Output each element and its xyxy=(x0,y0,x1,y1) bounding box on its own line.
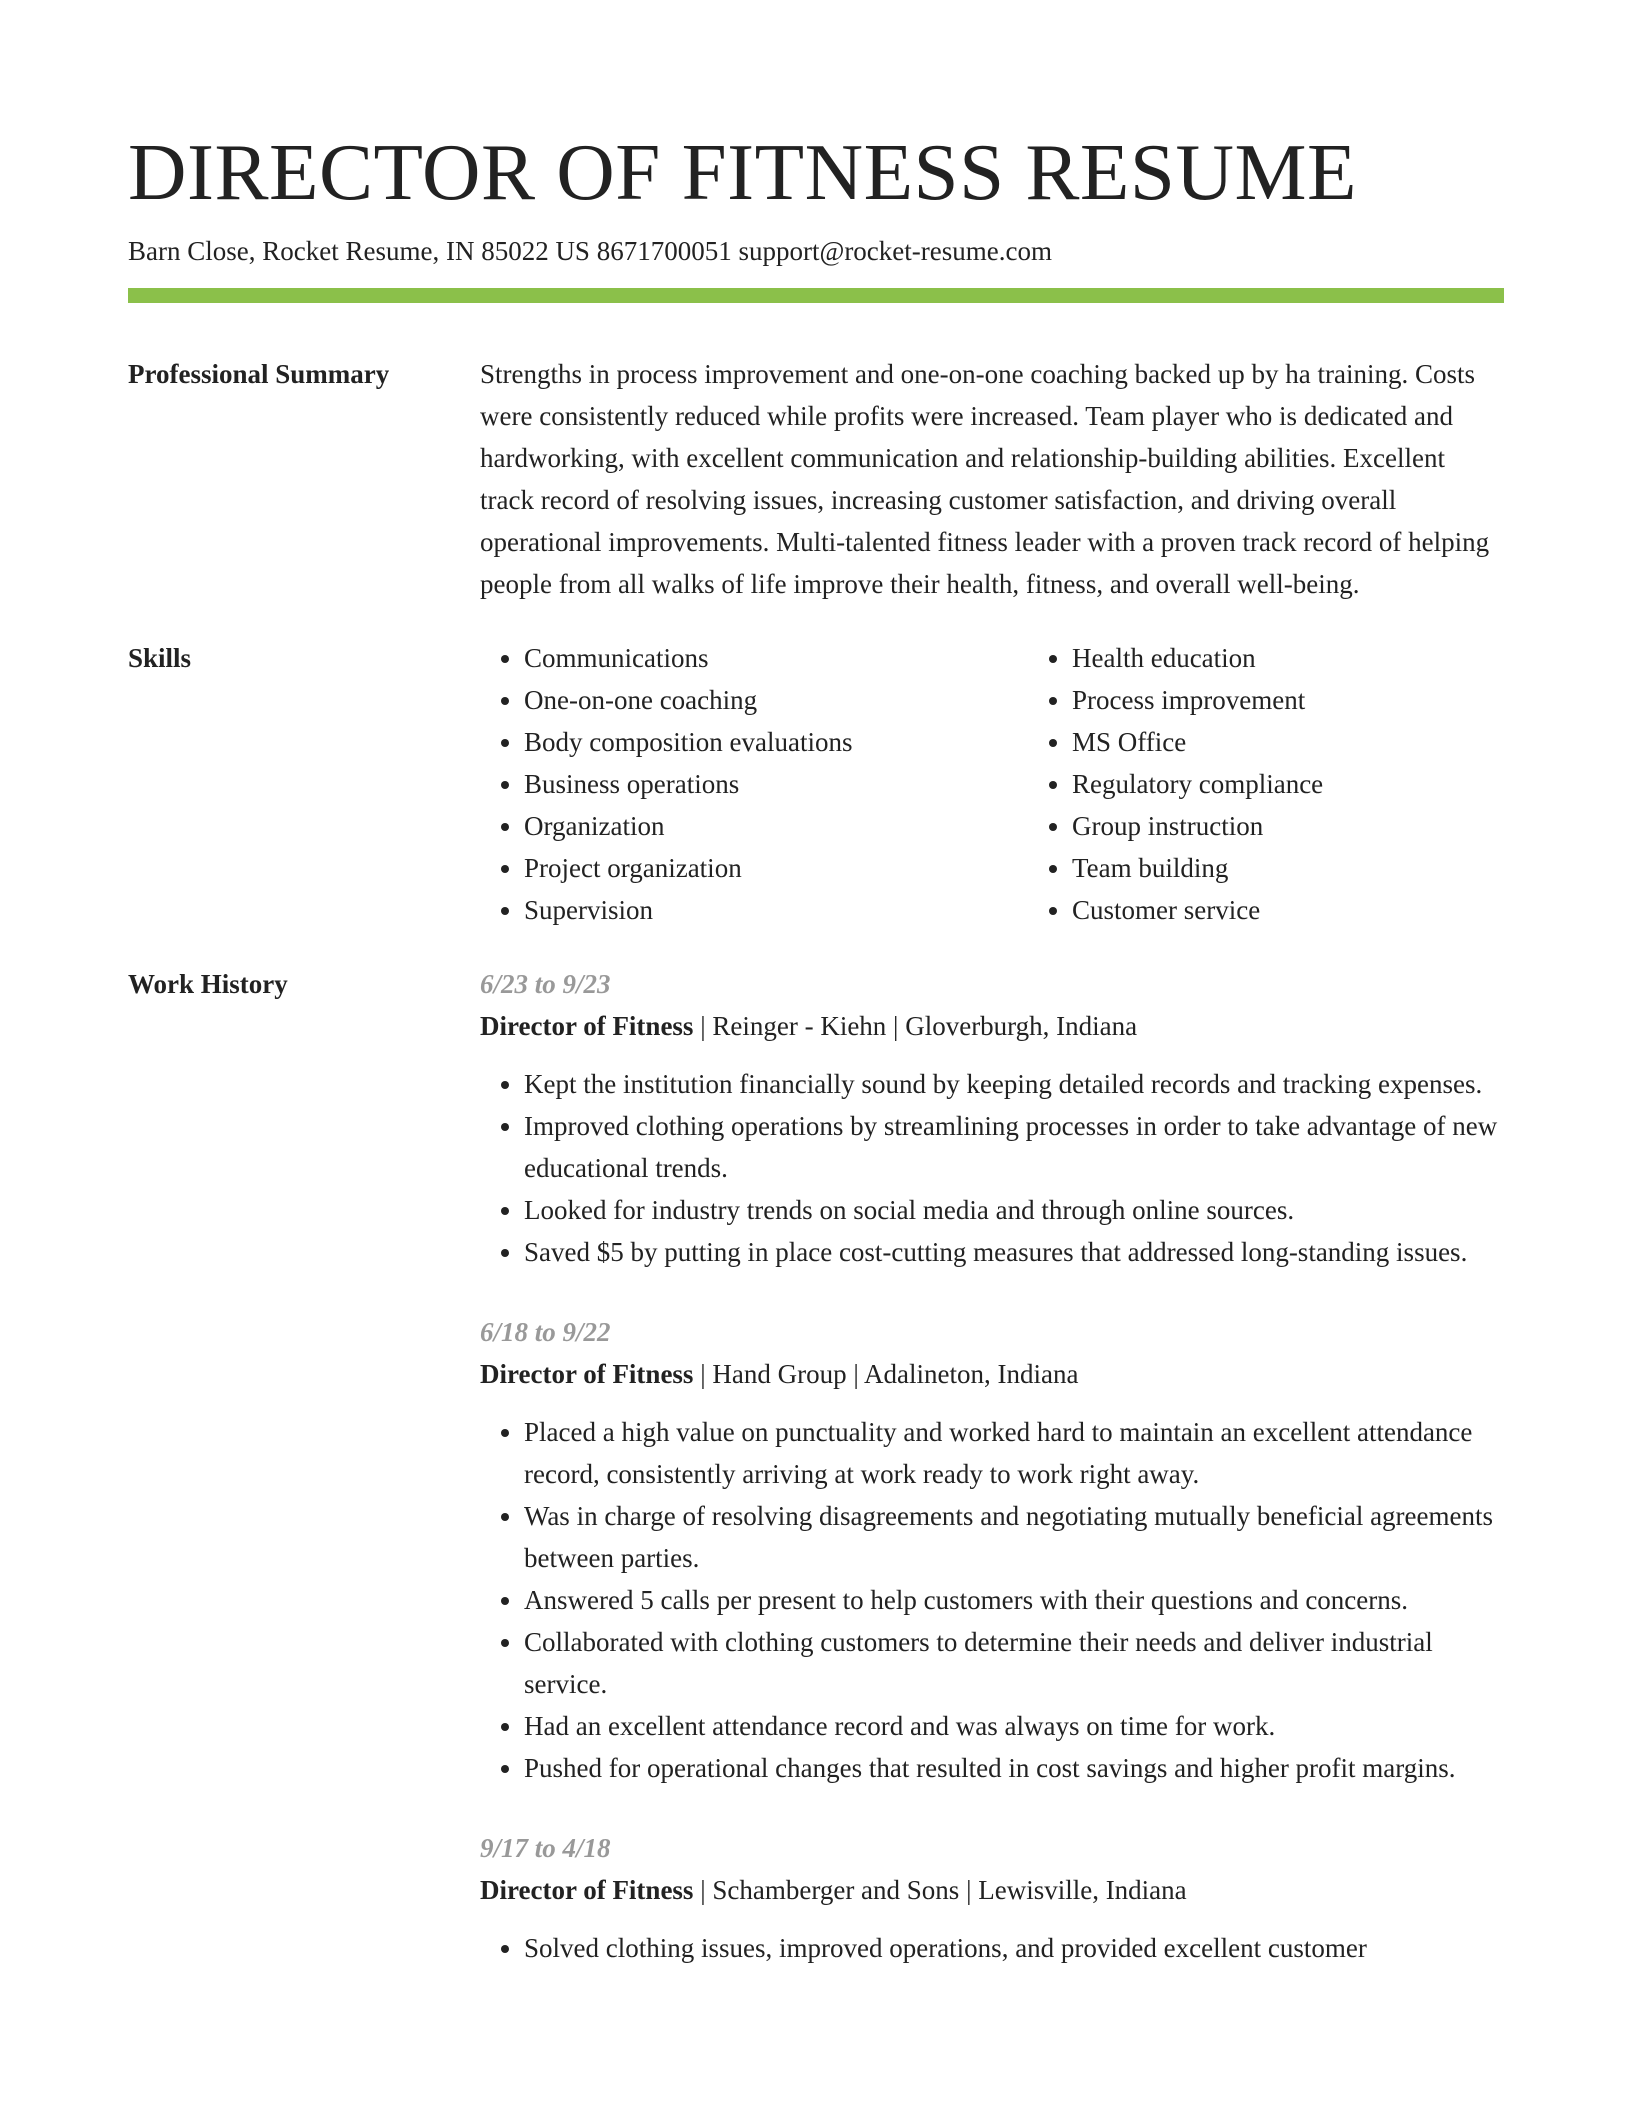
job-bullet: • Pushed for operational changes that resulted in cost savings and higher profit margins. xyxy=(524,1747,1504,1789)
skill-item: • Regulatory compliance xyxy=(1072,763,1576,805)
job-heading xyxy=(480,1869,1504,1911)
job-bullet: • Saved $5 by putting in place cost-cutting measures that addressed long-standing issues. xyxy=(524,1231,1504,1273)
job-heading xyxy=(480,1005,1504,1047)
skill-item: • Health education xyxy=(1072,637,1576,679)
summary-text: Strengths in process improvement and one-on-one coaching backed up by ha training. Costs were consistently reduced while profits were increased. Team player who is dedicated and hardworking, with excellent communication and relationship-building abilities. Excellent track record of resolving issues, increasing customer satisfaction, and driving overall operational improvements. Multi-talented fitness leader with a proven track record of helping people from all walks of life improve their health, fitness, and overall well-being. xyxy=(480,359,1490,599)
skill-item: • Communications xyxy=(524,637,1028,679)
resume-title: DIRECTOR OF FITNESS RESUME xyxy=(128,127,1357,217)
section-label: Skills xyxy=(128,643,192,673)
skill-item: • Supervision xyxy=(524,889,1028,931)
job-bullet: • Looked for industry trends on social media and through online sources. xyxy=(524,1189,1504,1231)
job-entry xyxy=(480,1311,1504,1789)
professional-summary-section xyxy=(128,353,1504,605)
job-bullet: • Improved clothing operations by streamlining processes in order to take advantage of new educational trends. xyxy=(524,1105,1504,1189)
skill-item: • MS Office xyxy=(1072,721,1576,763)
job-bullet: • Was in charge of resolving disagreements and negotiating mutually beneficial agreements between parties. xyxy=(524,1495,1504,1579)
job-bullet: • Collaborated with clothing customers to determine their needs and deliver industrial service. xyxy=(524,1621,1504,1705)
job-bullet: • Had an excellent attendance record and was always on time for work. xyxy=(524,1705,1504,1747)
contact-line: Barn Close, Rocket Resume, IN 85022 US 8671700051 support@rocket-resume.com xyxy=(128,236,1052,266)
job-bullet: • Answered 5 calls per present to help customers with their questions and concerns. xyxy=(524,1579,1504,1621)
job-title: Director of Fitness xyxy=(480,1875,694,1905)
section-label: Professional Summary xyxy=(128,359,390,389)
job-entry xyxy=(480,963,1504,1273)
job-dates: 6/18 to 9/22 xyxy=(480,1317,611,1347)
work-history-section xyxy=(128,963,1504,2007)
job-bullets xyxy=(480,1411,1504,1789)
job-bullets xyxy=(480,1063,1504,1273)
accent-divider xyxy=(128,288,1504,303)
skill-item: • Customer service xyxy=(1072,889,1576,931)
work-history-body xyxy=(480,963,1504,2007)
skill-item: • Organization xyxy=(524,805,1028,847)
job-dates: 9/17 to 4/18 xyxy=(480,1833,611,1863)
job-heading xyxy=(480,1353,1504,1395)
job-dates: 6/23 to 9/23 xyxy=(480,969,611,999)
skill-item: • Body composition evaluations xyxy=(524,721,1028,763)
job-bullet: • Placed a high value on punctuality and worked hard to maintain an excellent attendance record, consistently arriving at work ready to work right away. xyxy=(524,1411,1504,1495)
job-title: Director of Fitness xyxy=(480,1359,694,1389)
job-bullet: • Solved clothing issues, improved operations, and provided excellent customer xyxy=(524,1927,1504,1969)
skill-item: • Group instruction xyxy=(1072,805,1576,847)
section-label: Work History xyxy=(128,969,288,999)
job-entry xyxy=(480,1827,1504,1969)
skill-item: • Process improvement xyxy=(1072,679,1576,721)
skills-list-right xyxy=(1028,637,1576,931)
job-details: | Reinger - Kiehn | Gloverburgh, Indiana xyxy=(693,1011,1138,1041)
skill-item: • Business operations xyxy=(524,763,1028,805)
job-bullets xyxy=(480,1927,1504,1969)
skill-item: • One-on-one coaching xyxy=(524,679,1028,721)
job-bullet: • Kept the institution financially sound by keeping detailed records and tracking expenses. xyxy=(524,1063,1504,1105)
job-details: | Schamberger and Sons | Lewisville, Indiana xyxy=(693,1875,1187,1905)
job-details: | Hand Group | Adalineton, Indiana xyxy=(693,1359,1079,1389)
skills-section xyxy=(128,637,1504,931)
skills-list-left xyxy=(480,637,1028,931)
skills-columns xyxy=(480,637,1576,931)
skill-item: • Project organization xyxy=(524,847,1028,889)
skill-item: • Team building xyxy=(1072,847,1576,889)
job-title: Director of Fitness xyxy=(480,1011,694,1041)
